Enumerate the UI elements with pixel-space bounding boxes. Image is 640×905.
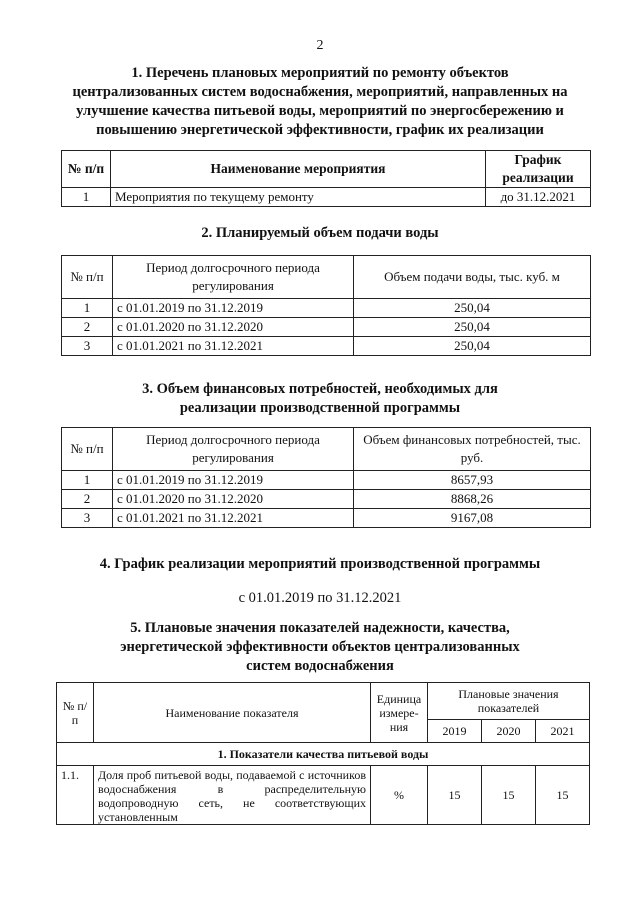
cell-value: 8657,93 — [354, 471, 591, 490]
header-num: № п/п — [62, 151, 111, 188]
cell-period: с 01.01.2021 по 31.12.2021 — [113, 337, 354, 356]
table-header-row — [62, 256, 591, 299]
header-period: Период долгосрочного периода регулирования — [113, 256, 354, 299]
table-row — [57, 766, 590, 825]
header-unit: Единица измере-ния — [371, 683, 428, 743]
header-year: 2020 — [482, 720, 536, 743]
table-row — [62, 509, 591, 528]
section1-title-line: улучшение качества питьевой воды, мероприятий по энергосбережению и — [76, 103, 564, 119]
cell-num: 1 — [62, 471, 113, 490]
page-number: 2 — [316, 38, 324, 53]
cell-num: 1.1. — [57, 766, 94, 825]
cell-value: 250,04 — [354, 318, 591, 337]
table-row — [62, 188, 591, 207]
section5-table — [56, 682, 590, 825]
cell-num: 3 — [62, 509, 113, 528]
header-year: 2021 — [536, 720, 590, 743]
cell-num: 1 — [62, 188, 111, 207]
cell-num: 3 — [62, 337, 113, 356]
header-schedule: График реализации — [486, 151, 591, 188]
cell-period: с 01.01.2019 по 31.12.2019 — [113, 471, 354, 490]
section1-title-line: 1. Перечень плановых мероприятий по ремонту объектов — [131, 65, 509, 81]
section5-title-line: энергетической эффективности объектов централизованных — [120, 639, 520, 655]
table-header-row — [62, 151, 591, 188]
section3-title-line: 3. Объем финансовых потребностей, необходимых для — [142, 381, 498, 397]
cell-value: 15 — [428, 766, 482, 825]
header-num: № п/п — [62, 256, 113, 299]
header-value: Объем финансовых потребностей, тыс. руб. — [354, 428, 591, 471]
table-row — [62, 318, 591, 337]
cell-unit: % — [371, 766, 428, 825]
table-row — [62, 299, 591, 318]
cell-num: 2 — [62, 318, 113, 337]
section1-title — [40, 64, 600, 140]
section2-table — [61, 255, 591, 356]
table-row — [62, 471, 591, 490]
section1-table — [61, 150, 591, 207]
cell-num: 1 — [62, 299, 113, 318]
section1-title-line: централизованных систем водоснабжения, мероприятий, направленных на — [72, 84, 568, 100]
cell-value: 15 — [482, 766, 536, 825]
cell-value: 9167,08 — [354, 509, 591, 528]
section5-title — [40, 619, 600, 676]
cell-schedule: до 31.12.2021 — [486, 188, 591, 207]
group-title: 1. Показатели качества питьевой воды — [57, 743, 590, 766]
cell-period: с 01.01.2020 по 31.12.2020 — [113, 490, 354, 509]
cell-period: с 01.01.2021 по 31.12.2021 — [113, 509, 354, 528]
table-header-row — [57, 683, 590, 720]
cell-num: 2 — [62, 490, 113, 509]
header-year: 2019 — [428, 720, 482, 743]
cell-name: Мероприятия по текущему ремонту — [111, 188, 486, 207]
cell-value: 250,04 — [354, 337, 591, 356]
cell-period: с 01.01.2019 по 31.12.2019 — [113, 299, 354, 318]
section3-title — [40, 380, 600, 418]
header-num: № п/п — [57, 683, 94, 743]
section3-title-line: реализации производственной программы — [179, 400, 461, 416]
section4-title: 4. График реализации мероприятий производственной программы — [99, 556, 541, 572]
section2-title: 2. Планируемый объем подачи воды — [201, 225, 439, 241]
section1-title-line: повышению энергетической эффективности, график их реализации — [96, 122, 544, 138]
header-name: Наименование мероприятия — [111, 151, 486, 188]
cell-name: Доля проб питьевой воды, подаваемой с источников водоснабжения в распределительную водопроводную сеть, не соответствующих установленным — [94, 766, 371, 825]
header-name: Наименование показателя — [94, 683, 371, 743]
table-row — [62, 490, 591, 509]
cell-value: 8868,26 — [354, 490, 591, 509]
header-value: Объем подачи воды, тыс. куб. м — [354, 256, 591, 299]
cell-period: с 01.01.2020 по 31.12.2020 — [113, 318, 354, 337]
header-period: Период долгосрочного периода регулирования — [113, 428, 354, 471]
section5-title-line: 5. Плановые значения показателей надежности, качества, — [130, 620, 510, 636]
table-group-row — [57, 743, 590, 766]
section5-title-line: систем водоснабжения — [246, 658, 394, 674]
cell-value: 15 — [536, 766, 590, 825]
header-planned: Плановые значения показателей — [428, 683, 590, 720]
section3-table — [61, 427, 591, 528]
header-num: № п/п — [62, 428, 113, 471]
table-row — [62, 337, 591, 356]
cell-value: 250,04 — [354, 299, 591, 318]
table-header-row — [62, 428, 591, 471]
section4-period: с 01.01.2019 по 31.12.2021 — [238, 590, 402, 606]
